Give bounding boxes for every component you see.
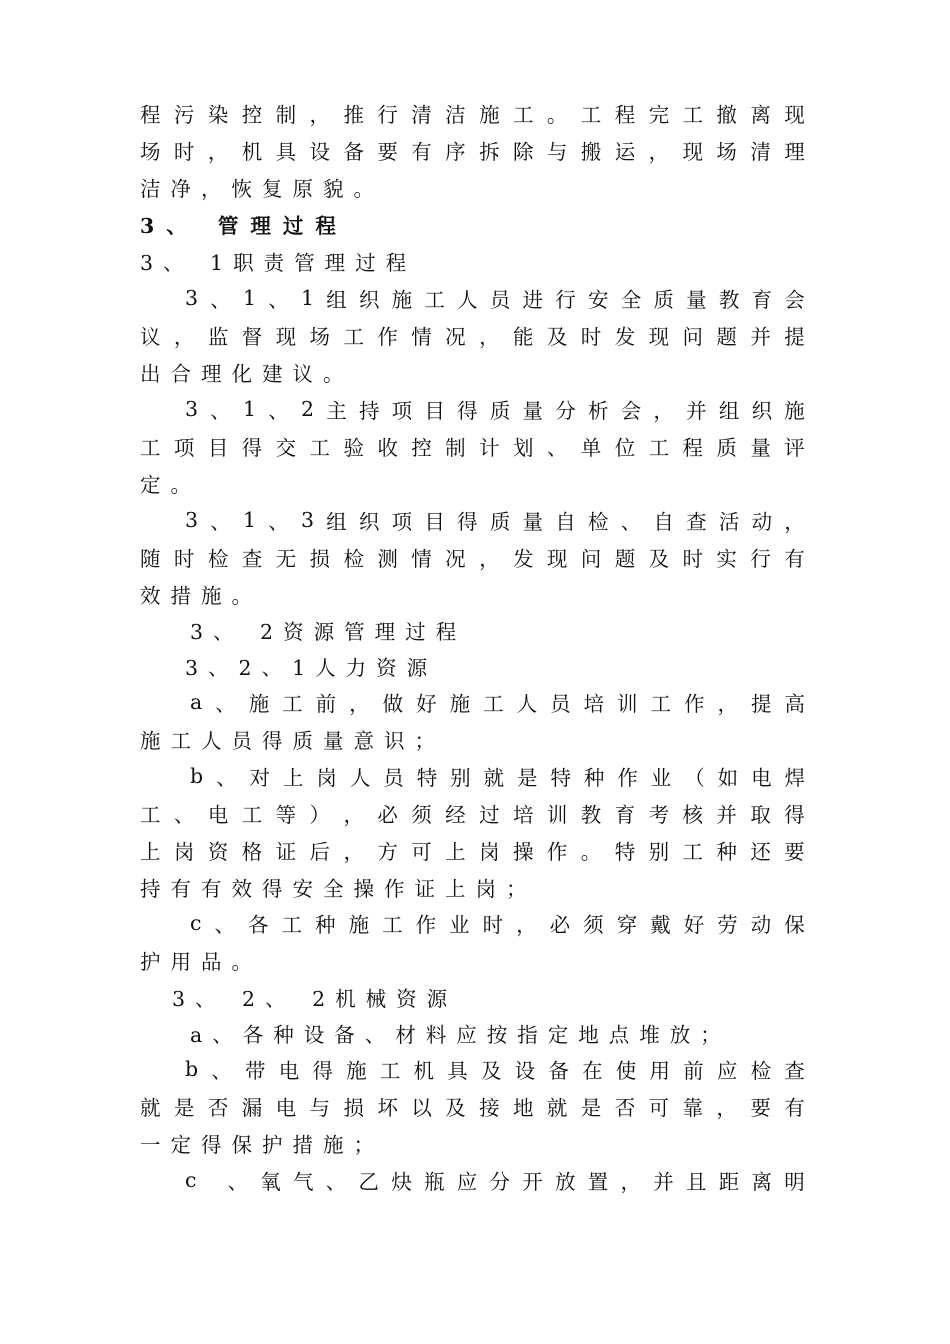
text-line: a、各种设备、材料应按指定地点堆放； bbox=[190, 1023, 731, 1047]
text-line: 工 、 电 工 等 ） ， 必 须 经 过 培 训 教 育 考 核 并 取 得 bbox=[140, 803, 805, 827]
text-line: 就 是 否 漏 电 与 损 坏 以 及 接 地 就 是 否 可 靠 ， 要 有 bbox=[140, 1096, 805, 1120]
text-line: 施工人员得质量意识； bbox=[140, 729, 445, 753]
text-line: 场 时 ， 机 具 设 备 要 有 序 拆 除 与 搬 运 ， 现 场 清 理 bbox=[140, 140, 805, 164]
text-line: 程 污 染 控 制 ， 推 行 清 洁 施 工 。 工 程 完 工 撤 离 现 bbox=[140, 103, 805, 127]
section-heading: 3、 管理过程 bbox=[140, 214, 348, 238]
text-line: c 、 各 工 种 施 工 作 业 时 ， 必 须 穿 戴 好 劳 动 保 bbox=[190, 911, 805, 937]
text-line: a 、 施 工 前 ， 做 好 施 工 人 员 培 训 工 作 ， 提 高 bbox=[190, 690, 805, 716]
text-line: 工 项 目 得 交 工 验 收 控 制 计 划 、 单 位 工 程 质 量 评 bbox=[140, 436, 805, 460]
text-line: 3 、 1 、 3 组 织 项 目 得 质 量 自 检 、 自 查 活 动 ， bbox=[185, 508, 805, 534]
text-line: 3 、 1 、 1 组 织 施 工 人 员 进 行 安 全 质 量 教 育 会 bbox=[185, 286, 805, 312]
text-line: 洁净，恢复原貌。 bbox=[140, 177, 384, 201]
text-line: 持有有效得安全操作证上岗； bbox=[140, 877, 537, 901]
subsection-heading: 3、 2、 2机械资源 bbox=[172, 987, 458, 1011]
text-line: 议 ， 监 督 现 场 工 作 情 况 ， 能 及 时 发 现 问 题 并 提 bbox=[140, 325, 805, 349]
text-line: 随 时 检 查 无 损 检 测 情 况 ， 发 现 问 题 及 时 实 行 有 bbox=[140, 547, 805, 571]
text-line: 护用品。 bbox=[140, 950, 262, 974]
subsection-heading: 3、2、1人力资源 bbox=[185, 656, 438, 680]
text-line: 3 、 1 、 2 主 持 项 目 得 质 量 分 析 会 ， 并 组 织 施 bbox=[185, 397, 805, 423]
text-line: 定。 bbox=[140, 473, 201, 497]
text-line: b 、 对 上 岗 人 员 特 别 就 是 特 种 作 业 （ 如 电 焊 bbox=[190, 764, 805, 790]
text-line: c 、 氧 气 、 乙 炔 瓶 应 分 开 放 置 ， 并 且 距 离 明 bbox=[185, 1168, 805, 1194]
text-line: 上 岗 资 格 证 后 ， 方 可 上 岗 操 作 。 特 别 工 种 还 要 bbox=[140, 840, 805, 864]
text-line: b 、 带 电 得 施 工 机 具 及 设 备 在 使 用 前 应 检 查 bbox=[185, 1057, 805, 1083]
text-line: 出合理化建议。 bbox=[140, 362, 354, 386]
text-line: 效措施。 bbox=[140, 584, 262, 608]
subsection-heading: 3、 2资源管理过程 bbox=[190, 620, 467, 644]
subsection-heading: 3、 1职责管理过程 bbox=[140, 251, 417, 275]
text-line: 一定得保护措施； bbox=[140, 1133, 384, 1157]
